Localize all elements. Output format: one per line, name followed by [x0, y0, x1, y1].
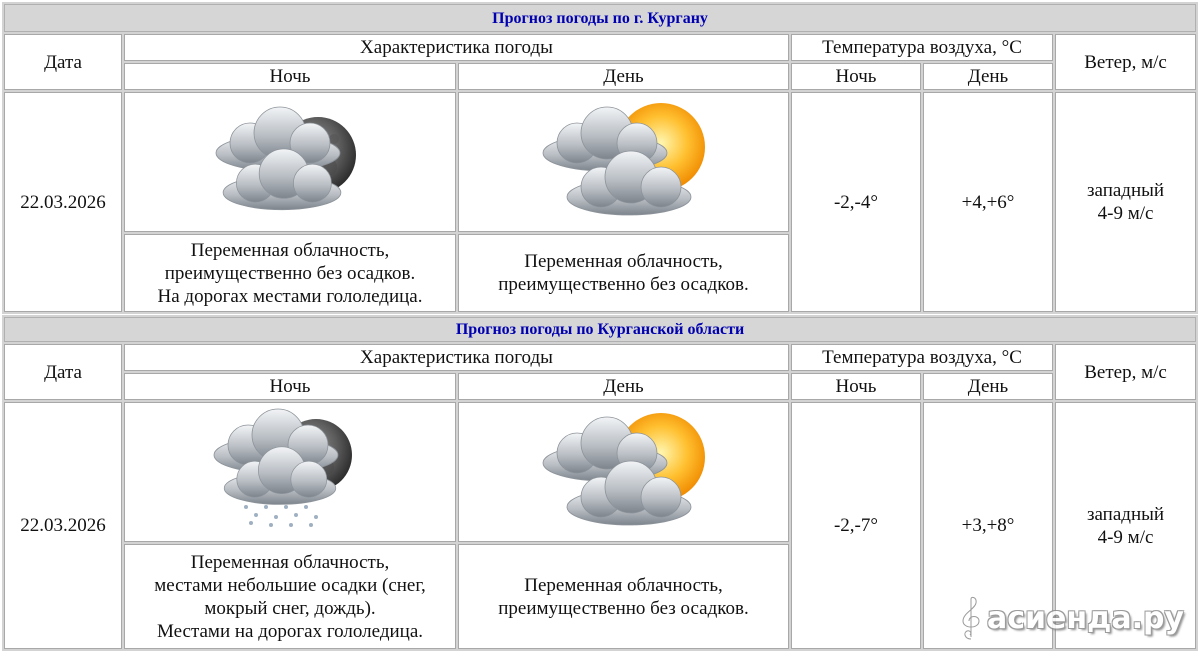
- night-description: [124, 234, 456, 312]
- city-forecast-table: [2, 2, 1198, 314]
- region-forecast-table: [2, 315, 1198, 651]
- forecast-date: 22.03.2026: [4, 92, 122, 312]
- night-description: [124, 544, 456, 649]
- night-weather-cell: [124, 92, 456, 232]
- moon-cloudy-icon: [210, 97, 370, 227]
- temperature-day: +3,+8°: [923, 402, 1053, 649]
- table-title: Прогноз погоды по Курганской области: [4, 317, 1196, 342]
- temp-day-header: День: [923, 373, 1053, 400]
- date-header: Дата: [4, 34, 122, 90]
- day-description-line: Переменная облачность,: [524, 574, 723, 596]
- temperature-day: +4,+6°: [923, 92, 1053, 312]
- wind-direction: западный: [1087, 180, 1165, 201]
- wind-speed: 4-9 м/с: [1097, 526, 1154, 548]
- day-description: [458, 544, 789, 649]
- weather-night-header: Ночь: [124, 373, 456, 400]
- day-weather-cell: [458, 92, 789, 232]
- temperature-night: -2,-4°: [791, 92, 921, 312]
- temperature-header: Температура воздуха, °С: [791, 34, 1053, 61]
- day-weather-cell: [458, 402, 789, 542]
- day-description: [458, 234, 789, 312]
- weather-day-header: День: [458, 63, 789, 90]
- day-description-line: преимущественно без осадков.: [498, 597, 749, 619]
- wind-header: Ветер, м/с: [1055, 344, 1196, 400]
- forecast-date: 22.03.2026: [4, 402, 122, 649]
- city-forecast: [2, 2, 1198, 314]
- night-description-line: Местами на дорогах гололедица.: [156, 620, 424, 642]
- night-description-line: мокрый снег, дождь).: [204, 597, 376, 619]
- watermark-text: асиенда.ру: [986, 600, 1184, 636]
- weather-header: Характеристика погоды: [124, 34, 789, 61]
- temperature-header: Температура воздуха, °С: [791, 344, 1053, 371]
- temperature-night: -2,-7°: [791, 402, 921, 649]
- weather-night-header: Ночь: [124, 63, 456, 90]
- table-title: Прогноз погоды по г. Кургану: [4, 4, 1196, 32]
- moon-cloudy-precipitation-icon: [210, 407, 370, 537]
- temp-night-header: Ночь: [791, 63, 921, 90]
- sun-cloudy-icon: [529, 97, 719, 227]
- night-description-line: Переменная облачность,: [190, 551, 390, 573]
- day-description-line: преимущественно без осадков.: [498, 274, 749, 295]
- sun-cloudy-icon: [529, 407, 719, 537]
- weather-header: Характеристика погоды: [124, 344, 789, 371]
- region-forecast: [2, 315, 1198, 651]
- night-weather-cell: [124, 402, 456, 542]
- date-header: Дата: [4, 344, 122, 400]
- day-description-line: Переменная облачность,: [524, 251, 723, 272]
- night-description-line: Переменная облачность,: [190, 239, 390, 261]
- temp-day-header: День: [923, 63, 1053, 90]
- wind-cell: [1055, 92, 1196, 312]
- weather-day-header: День: [458, 373, 789, 400]
- wind-cell: [1055, 402, 1196, 649]
- temp-night-header: Ночь: [791, 373, 921, 400]
- wind-direction: западный: [1086, 503, 1165, 525]
- night-description-line: местами небольшие осадки (снег,: [154, 574, 426, 596]
- wind-header: Ветер, м/с: [1055, 34, 1196, 90]
- night-description-line: На дорогах местами гололедица.: [157, 285, 423, 307]
- wind-speed: 4-9 м/с: [1097, 203, 1154, 224]
- night-description-line: преимущественно без осадков.: [164, 262, 416, 284]
